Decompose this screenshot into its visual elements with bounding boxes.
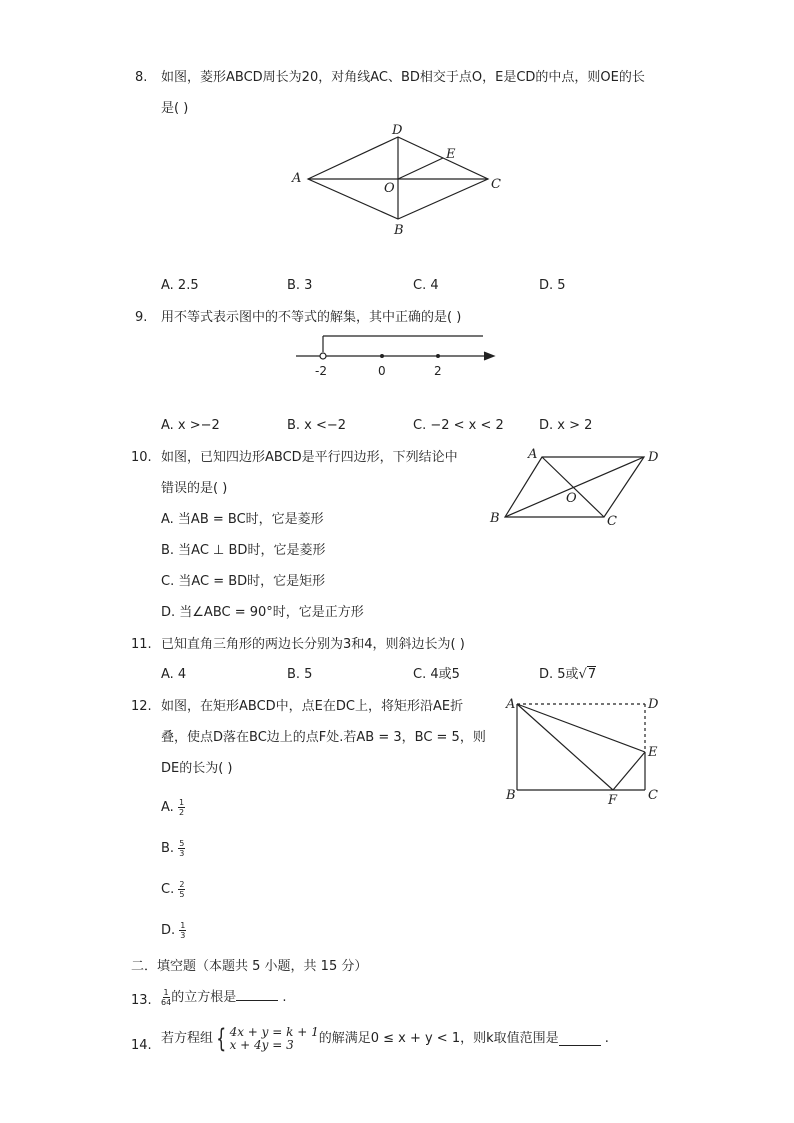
q12-option-c-fraction: $\frac{2}{5}$	[179, 880, 185, 899]
q10-option-b: B. 当AC ⊥ BD时，它是菱形	[161, 543, 326, 558]
q9-tick-neg2: -2	[315, 364, 327, 378]
q8-stem-line2: 是( )	[161, 101, 189, 116]
q11-option-d-text: D. 5或	[539, 667, 579, 682]
q8-option-d: D. 5	[539, 278, 566, 293]
q12-label-e: E	[648, 745, 658, 760]
q9-option-b: B. x <−2	[287, 418, 347, 433]
q11-number: 11.	[131, 637, 152, 652]
q11-option-c: C. 4或5	[413, 667, 460, 682]
q9-number-line	[290, 328, 510, 380]
q10-label-c: C	[607, 514, 617, 529]
q10-label-b: B	[490, 511, 500, 526]
q12-stem-line2: 叠，使点D落在BC边上的点F处.若AB = 3，BC = 5，则	[161, 730, 486, 745]
q13-end: .	[282, 990, 287, 1005]
q14-prefix: 若方程组	[161, 1031, 214, 1046]
q11-option-d	[539, 667, 596, 683]
q8-label-c: C	[491, 177, 501, 192]
q8-label-d: D	[392, 123, 403, 138]
q10-stem-line2: 错误的是( )	[161, 481, 228, 496]
q12-number: 12.	[131, 699, 152, 714]
q8-rhombus-figure	[280, 118, 520, 242]
q9-tick-0: 0	[378, 364, 386, 378]
q8-label-e: E	[446, 147, 456, 162]
q11-stem: 已知直角三角形的两边长分别为3和4，则斜边长为( )	[161, 637, 465, 652]
q10-label-o: O	[566, 491, 577, 506]
q12-option-a-fraction: $\frac{1}{2}$	[178, 798, 185, 817]
q13-stem	[161, 988, 286, 1007]
q11-sqrt-symbol: √	[578, 667, 587, 682]
q10-parallelogram-figure	[484, 444, 668, 530]
q8-label-a: A	[292, 171, 302, 186]
q12-label-a: A	[506, 697, 516, 712]
q12-option-d: D. $\frac{1}{3}$	[161, 921, 186, 940]
q9-option-c: C. −2 < x < 2	[413, 418, 504, 433]
q13-answer-blank[interactable]	[236, 988, 278, 1001]
q12-label-f: F	[608, 793, 618, 808]
q10-option-c: C. 当AC = BD时，它是矩形	[161, 574, 326, 589]
q13-fraction: $\frac{1}{64}$	[161, 988, 172, 1007]
q12-option-c: C. $\frac{2}{5}$	[161, 880, 185, 899]
q11-option-b: B. 5	[287, 667, 313, 682]
section2-title: 二．填空题（本题共 5 小题，共 15 分）	[131, 959, 368, 974]
q8-option-a: A. 2.5	[161, 278, 199, 293]
q13-number: 13.	[131, 993, 152, 1008]
q9-option-a: A. x >−2	[161, 418, 220, 433]
q14-equation-system: 4x + y = k + 1 x + 4y = 3	[229, 1025, 319, 1052]
q12-option-a: A. $\frac{1}{2}$	[161, 798, 185, 817]
q8-option-b: B. 3	[287, 278, 313, 293]
q12-option-b-fraction: $\frac{5}{3}$	[179, 839, 185, 858]
q10-stem-line1: 如图，已知四边形ABCD是平行四边形，下列结论中	[161, 450, 458, 465]
q12-option-d-fraction: $\frac{1}{3}$	[180, 921, 186, 940]
q14-answer-blank[interactable]	[559, 1033, 601, 1046]
q12-rectangle-figure	[500, 694, 670, 810]
q12-label-d: D	[648, 697, 659, 712]
q11-option-a: A. 4	[161, 667, 187, 682]
q8-label-b: B	[394, 223, 404, 238]
q8-label-o: O	[384, 181, 395, 196]
q12-stem-line3: DE的长为( )	[161, 761, 233, 776]
q12-label-c: C	[648, 788, 658, 803]
q14-stem	[161, 1026, 609, 1052]
q12-stem-line1: 如图，在矩形ABCD中，点E在DC上，将矩形沿AE折	[161, 699, 464, 714]
q14-suffix: 的解满足0 ≤ x + y < 1，则k取值范围是	[318, 1031, 559, 1046]
q14-number: 14.	[131, 1038, 152, 1053]
q12-label-b: B	[506, 788, 516, 803]
q10-option-a: A. 当AB = BC时，它是菱形	[161, 512, 324, 527]
q14-end: .	[604, 1031, 609, 1046]
q12-option-b: B. $\frac{5}{3}$	[161, 839, 185, 858]
q9-option-d: D. x > 2	[539, 418, 593, 433]
q9-tick-2: 2	[434, 364, 442, 378]
q14-brace: {	[216, 1024, 227, 1054]
q10-option-d: D. 当∠ABC = 90°时，它是正方形	[161, 605, 364, 620]
q10-number: 10.	[131, 450, 152, 465]
q11-sqrt-radicand: 7	[587, 667, 597, 682]
q9-number: 9.	[135, 310, 148, 325]
q10-label-d: D	[648, 450, 659, 465]
q9-stem: 用不等式表示图中的不等式的解集，其中正确的是( )	[161, 310, 462, 325]
q8-stem-line1: 如图，菱形ABCD周长为20，对角线AC、BD相交于点O，E是CD的中点，则OE的长	[161, 70, 645, 85]
q13-text: 的立方根是	[171, 990, 237, 1005]
q8-number: 8.	[135, 70, 148, 85]
q8-option-c: C. 4	[413, 278, 439, 293]
q10-label-a: A	[528, 447, 538, 462]
